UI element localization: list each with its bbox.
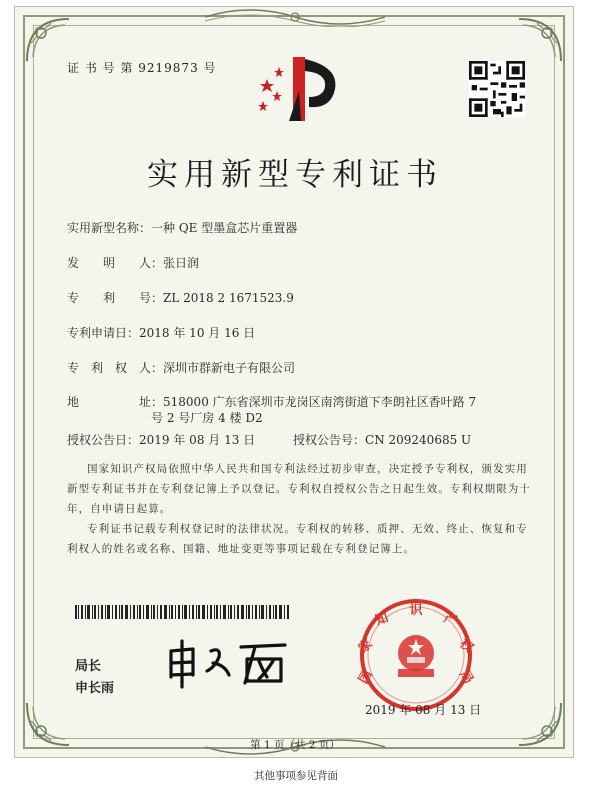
address-row (67, 393, 476, 410)
svg-text:识: 识 (409, 603, 423, 618)
field-value: 一种 QE 型墨盒芯片重置器 (151, 221, 298, 235)
field-value: 518000 广东省深圳市龙岗区南湾街道下李朗社区香叶路 7 (163, 395, 477, 409)
field-value: 深圳市群新电子有限公司 (163, 361, 296, 375)
field-label: 专 利 权 人： (67, 361, 164, 375)
statement-line: 专利证书记载专利权登记时的法律状况。专利权的转移、质押、无效、终止、恢复和专 (87, 523, 528, 535)
svg-text:局: 局 (456, 667, 476, 687)
statement-line: 利权人的姓名或名称、国籍、地址变更等事项记载在专利登记簿上。 (67, 543, 415, 555)
field-label: 实用新型名称： (67, 221, 152, 235)
filing-date-row (67, 324, 255, 341)
svg-text:国: 国 (356, 667, 376, 687)
qr-code-icon (469, 61, 525, 117)
back-note: 其他事项参见背面 (254, 770, 338, 782)
field-value: 张日润 (163, 256, 200, 270)
patentee-row (67, 359, 295, 376)
field-label: 发 明 人： (67, 256, 164, 270)
statement-line: 年，自申请日起算。 (67, 503, 172, 515)
corner-ornament (517, 17, 563, 63)
director-name: 申长雨 (75, 680, 115, 695)
certificate-title: 实用新型专利证书 (147, 157, 443, 193)
page-indicator: 第 1 页（共 2 页） (250, 739, 340, 751)
svg-text:知: 知 (373, 610, 391, 629)
inventor-row (67, 254, 199, 271)
statement-line: 新型专利证书并在专利登记簿上予以登记。专利权自授权公告之日起生效。专利权期限为十 (67, 483, 531, 495)
field-label: 专 利 号： (67, 291, 164, 305)
director-title: 局长 (75, 658, 102, 673)
field-value: 2019 年 08 月 13 日 (139, 433, 256, 447)
barcode-icon (75, 605, 291, 619)
field-label: 授权公告日： (67, 433, 140, 447)
svg-text:权: 权 (456, 636, 477, 657)
address-line-2: 号 2 号厂房 4 楼 D2 (151, 411, 263, 425)
certificate-sheet (14, 6, 574, 758)
utility-model-name-row (67, 219, 297, 236)
grant-date-row (67, 431, 255, 448)
svg-text:家: 家 (355, 636, 376, 657)
patent-number-row (67, 289, 294, 306)
svg-text:产: 产 (441, 610, 459, 629)
official-seal-icon (351, 597, 481, 713)
corner-ornament (25, 17, 71, 63)
top-ornament (205, 7, 385, 27)
certificate-number: 证 书 号 第 9219873 号 (67, 61, 217, 75)
field-value: 2018 年 10 月 16 日 (139, 326, 256, 340)
seal-date: 2019 年 08 月 13 日 (365, 703, 482, 717)
field-value: ZL 2018 2 1671523.9 (163, 291, 294, 305)
field-label: 地 址： (67, 395, 164, 409)
field-label: 专利申请日： (67, 326, 140, 340)
patent-office-logo-icon (253, 51, 343, 127)
statement-line: 国家知识产权局依照中华人民共和国专利法经过初步审查，决定授予专利权，颁发实用 (87, 463, 528, 475)
grant-number-row (293, 431, 471, 448)
field-value: CN 209240685 U (365, 433, 472, 447)
field-label: 授权公告号： (293, 433, 366, 447)
director-signature (163, 637, 293, 691)
